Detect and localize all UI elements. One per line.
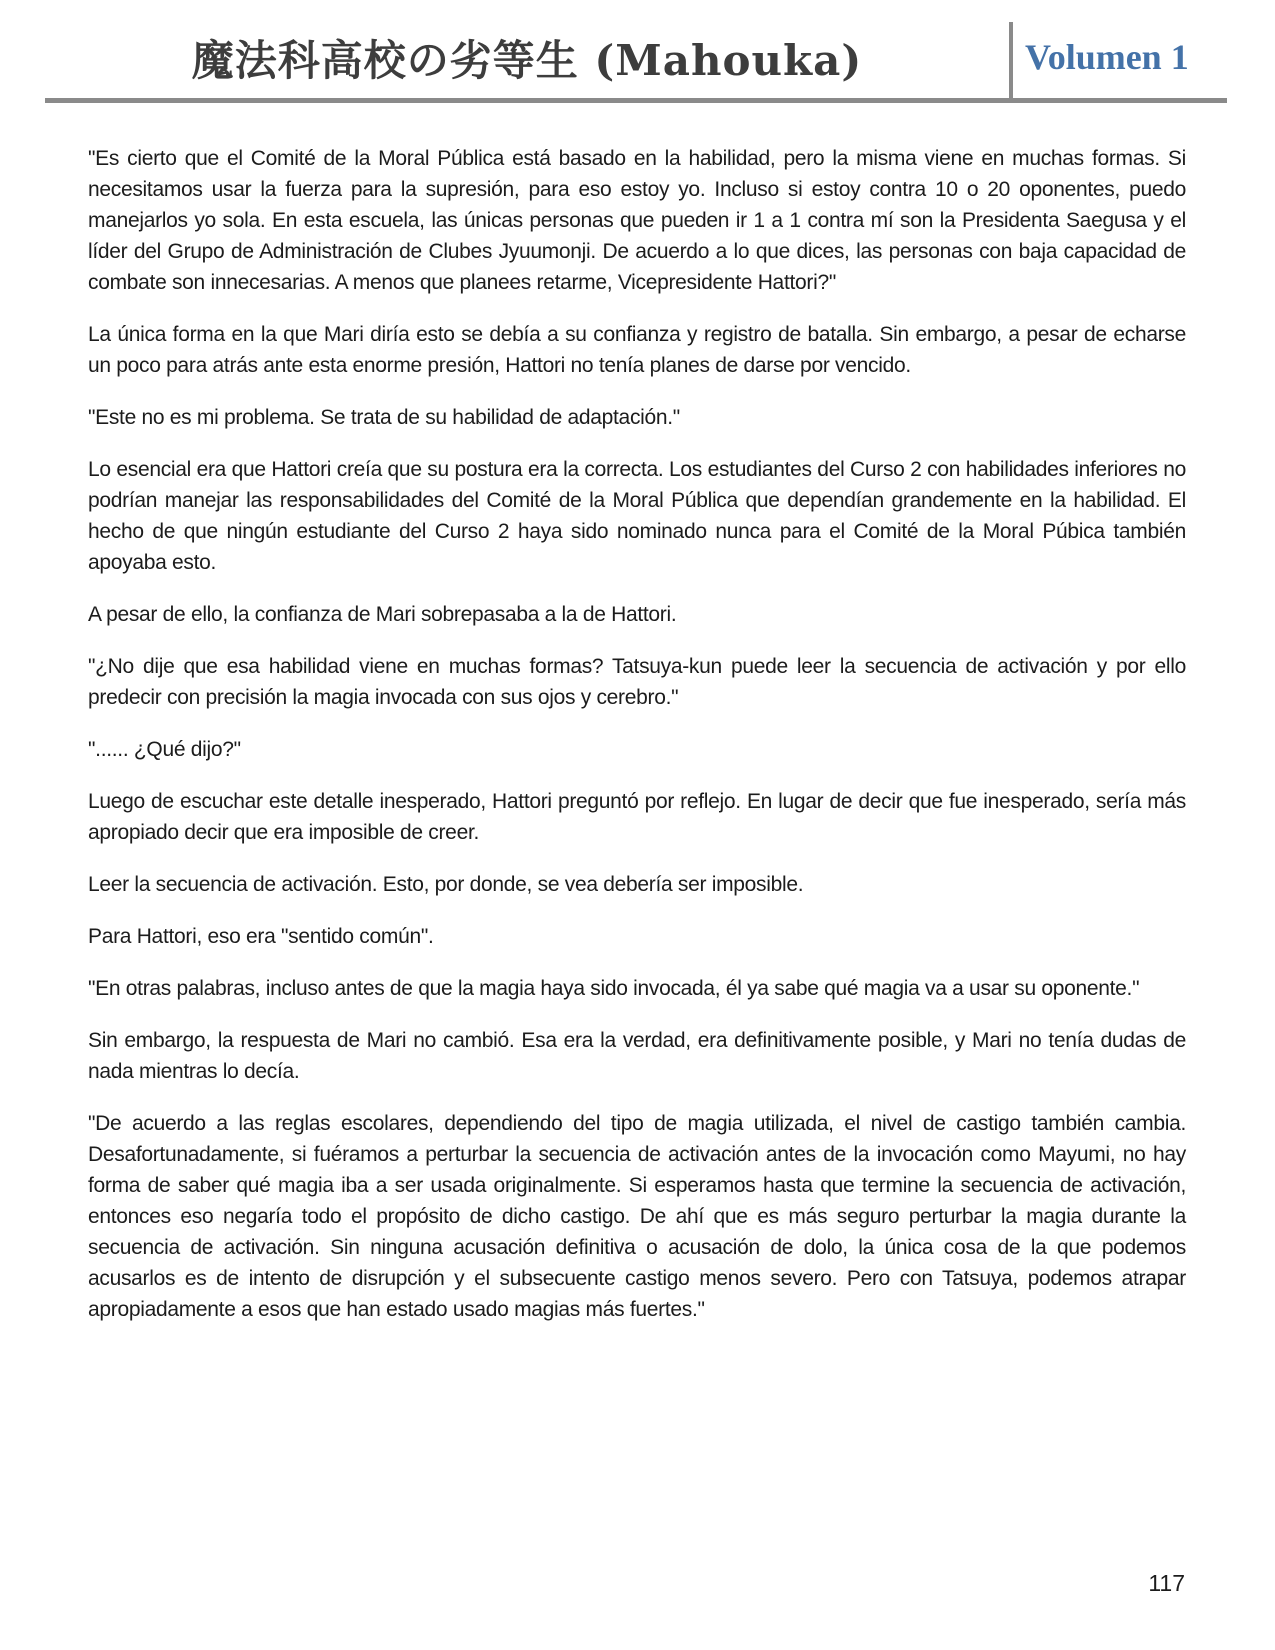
volume-cell (1009, 22, 1227, 98)
paragraph: "Este no es mi problema. Se trata de su habilidad de adaptación." (88, 406, 680, 429)
paragraph: "Es cierto que el Comité de la Moral Pública está basado en la habilidad, pero la misma viene en muchas formas. Si necesitamos usar la fuerza para la supresión, para eso estoy yo. Incluso si estoy contra 10 o 20 oponentes, puedo manejarlos yo sola. En esta escuela, las únicas personas que pueden ir 1 a 1 contra mí son la Presidenta Saegusa y el líder del Grupo de Administración de Clubes Jyuumonji. De acuerdo a lo que dices, las personas con baja capacidad de combate son innecesarias. A menos que planees retarme, Vicepresidente Hattori?" (88, 147, 1186, 294)
volume-label: Volumen 1 (1025, 37, 1189, 77)
body-text (88, 143, 1186, 1346)
page-number: 117 (1148, 1570, 1185, 1596)
paragraph: "En otras palabras, incluso antes de que la magia haya sido invocada, él ya sabe qué magia va a usar su oponente." (88, 977, 1140, 1000)
paragraph: Sin embargo, la respuesta de Mari no cambió. Esa era la verdad, era definitivamente posible, y Mari no tenía dudas de nada mientras lo decía. (88, 1029, 1186, 1083)
document-title: 魔法科高校の劣等生 (Mahouka) (191, 36, 863, 85)
paragraph: Leer la secuencia de activación. Esto, por donde, se vea debería ser imposible. (88, 873, 804, 896)
paragraph: La única forma en la que Mari diría esto se debía a su confianza y registro de batalla. Sin embargo, a pesar de echarse un poco para atrás ante esta enorme presión, Hattori no tenía planes de darse por vencido. (88, 323, 1186, 377)
page-header (45, 22, 1227, 103)
title-cell (45, 22, 1009, 98)
paragraph: "¿No dije que esa habilidad viene en muchas formas? Tatsuya-kun puede leer la secuencia de activación y por ello predecir con precisión la magia invocada con sus ojos y cerebro." (88, 655, 1186, 709)
paragraph: Luego de escuchar este detalle inesperado, Hattori preguntó por reflejo. En lugar de decir que fue inesperado, sería más apropiado decir que era imposible de creer. (88, 790, 1186, 844)
paragraph: "...... ¿Qué dijo?" (88, 738, 241, 761)
header-rule (45, 98, 1227, 103)
paragraph: "De acuerdo a las reglas escolares, dependiendo del tipo de magia utilizada, el nivel de castigo también cambia. Desafortunadamente, si fuéramos a perturbar la secuencia de activación antes de la invocación como Mayumi, no hay forma de saber qué magia iba a ser usada originalmente. Si esperamos hasta que termine la secuencia de activación, entonces eso negaría todo el propósito de dicho castigo. De ahí que es más seguro perturbar la magia durante la secuencia de activación. Sin ninguna acusación definitiva o acusación de dolo, la única cosa de la que podemos acusarlos es de intento de disrupción y el subsecuente castigo menos severo. Pero con Tatsuya, podemos atrapar apropiadamente a esos que han estado usado magias más fuertes." (88, 1112, 1186, 1321)
header-row (45, 22, 1227, 98)
paragraph: Para Hattori, eso era "sentido común". (88, 925, 434, 948)
paragraph: Lo esencial era que Hattori creía que su postura era la correcta. Los estudiantes del Curso 2 con habilidades inferiores no podrían manejar las responsabilidades del Comité de la Moral Pública que dependían grandemente en la habilidad. El hecho de que ningún estudiante del Curso 2 haya sido nominado nunca para el Comité de la Moral Púbica también apoyaba esto. (88, 458, 1186, 574)
paragraph: A pesar de ello, la confianza de Mari sobrepasaba a la de Hattori. (88, 603, 677, 626)
